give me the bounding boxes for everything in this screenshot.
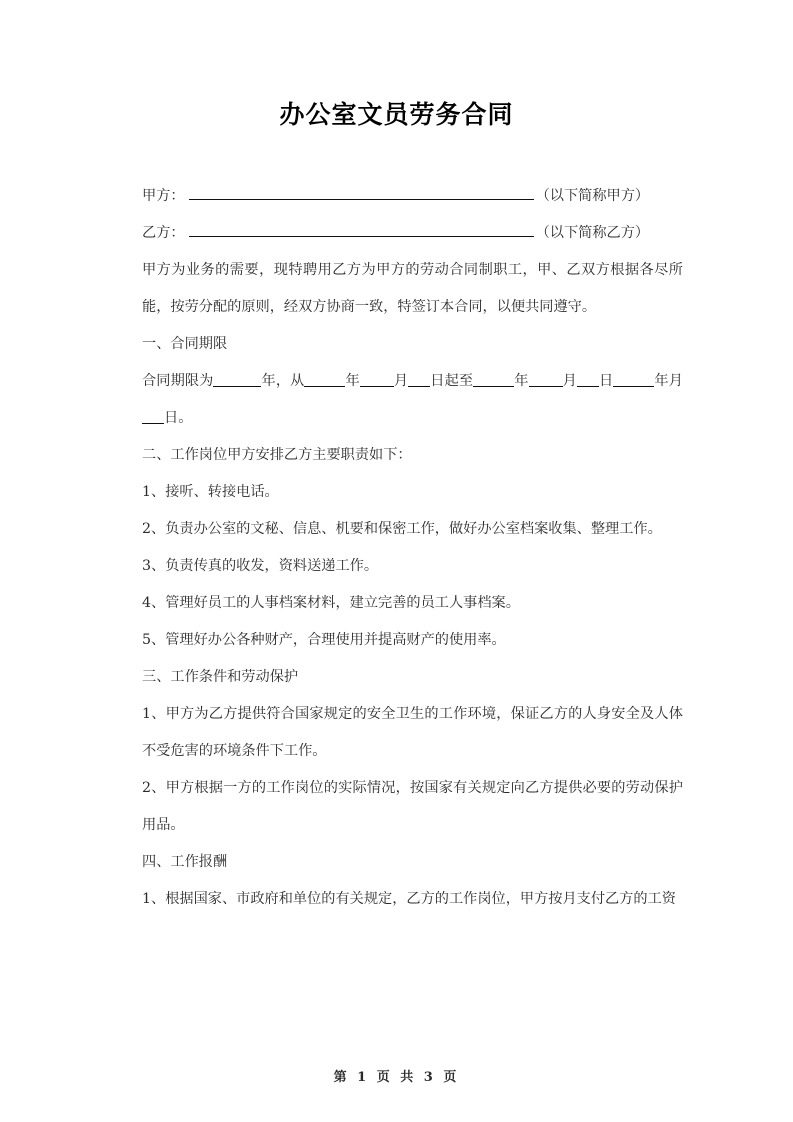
condition-item: 1、甲方为乙方提供符合国家规定的安全卫生的工作环境，保证乙方的人身安全及人体不受危害的环境条件下工作。 bbox=[142, 706, 683, 759]
term-text-9: 年 bbox=[654, 373, 669, 389]
term-text-10: 月 bbox=[668, 373, 683, 389]
party-b-row bbox=[113, 215, 683, 252]
term-blank-start-month[interactable] bbox=[360, 372, 394, 387]
duty-item: 5、管理好办公各种财产，合理使用并提高财产的使用率。 bbox=[142, 632, 506, 648]
document-body bbox=[113, 178, 683, 918]
party-a-row bbox=[113, 178, 683, 215]
duty-item: 2、负责办公室的文秘、信息、机要和保密工作，做好办公室档案收集、整理工作。 bbox=[142, 521, 662, 537]
section-heading-three: 三、工作条件和劳动保护 bbox=[142, 669, 299, 685]
preamble-paragraph: 甲方为业务的需要，现特聘用乙方为甲方的劳动合同制职工，甲、乙双方根据各尽所能，按劳分配的原则，经双方协商一致，特签订本合同，以便共同遵守。 bbox=[142, 262, 683, 315]
party-a-input[interactable] bbox=[189, 182, 534, 200]
term-blank-end-year[interactable] bbox=[473, 372, 514, 387]
term-blank-start-year[interactable] bbox=[304, 372, 345, 387]
page-title: 办公室文员劳务合同 bbox=[279, 100, 514, 129]
section-heading-one: 一、合同期限 bbox=[142, 336, 228, 352]
term-blank-extra-year[interactable] bbox=[613, 372, 654, 387]
term-blank-end-day[interactable] bbox=[577, 372, 599, 387]
party-b-suffix: （以下简称乙方） bbox=[535, 225, 650, 241]
contract-term-line bbox=[113, 363, 683, 437]
party-a-label: 甲方： bbox=[142, 188, 185, 204]
term-text-3: 年 bbox=[345, 373, 360, 389]
term-blank-end-month[interactable] bbox=[529, 372, 563, 387]
term-blank-start-day[interactable] bbox=[408, 372, 430, 387]
term-blank-extra-day[interactable] bbox=[142, 409, 164, 424]
term-text-2: 年，从 bbox=[261, 373, 305, 389]
duty-item: 1、接听、转接电话。 bbox=[142, 484, 279, 500]
section-heading-two: 二、工作岗位甲方安排乙方主要职责如下： bbox=[142, 447, 412, 463]
party-b-label: 乙方： bbox=[142, 225, 185, 241]
party-a-suffix: （以下简称甲方） bbox=[535, 188, 650, 204]
term-blank-years[interactable] bbox=[213, 372, 261, 387]
term-text-8: 日 bbox=[598, 373, 614, 389]
duty-item: 3、负责传真的收发，资料送递工作。 bbox=[142, 558, 379, 574]
term-text-5: 日起至 bbox=[430, 373, 474, 389]
duty-item: 4、管理好员工的人事档案材料，建立完善的员工人事档案。 bbox=[142, 595, 520, 611]
term-text-4: 月 bbox=[393, 373, 409, 389]
party-b-input[interactable] bbox=[189, 219, 534, 237]
section-heading-four: 四、工作报酬 bbox=[142, 854, 228, 870]
condition-item: 2、甲方根据一方的工作岗位的实际情况，按国家有关规定向乙方提供必要的劳动保护用品。 bbox=[142, 780, 683, 833]
term-text-7: 月 bbox=[562, 373, 577, 389]
remuneration-item: 1、根据国家、市政府和单位的有关规定，乙方的工作岗位，甲方按月支付乙方的工资 bbox=[142, 891, 676, 907]
term-text-1: 合同期限为 bbox=[142, 373, 214, 389]
page-footer: 第 1 页 共 3 页 bbox=[333, 1070, 460, 1085]
term-text-6: 年 bbox=[514, 373, 529, 389]
term-text-11: 日。 bbox=[164, 410, 193, 426]
